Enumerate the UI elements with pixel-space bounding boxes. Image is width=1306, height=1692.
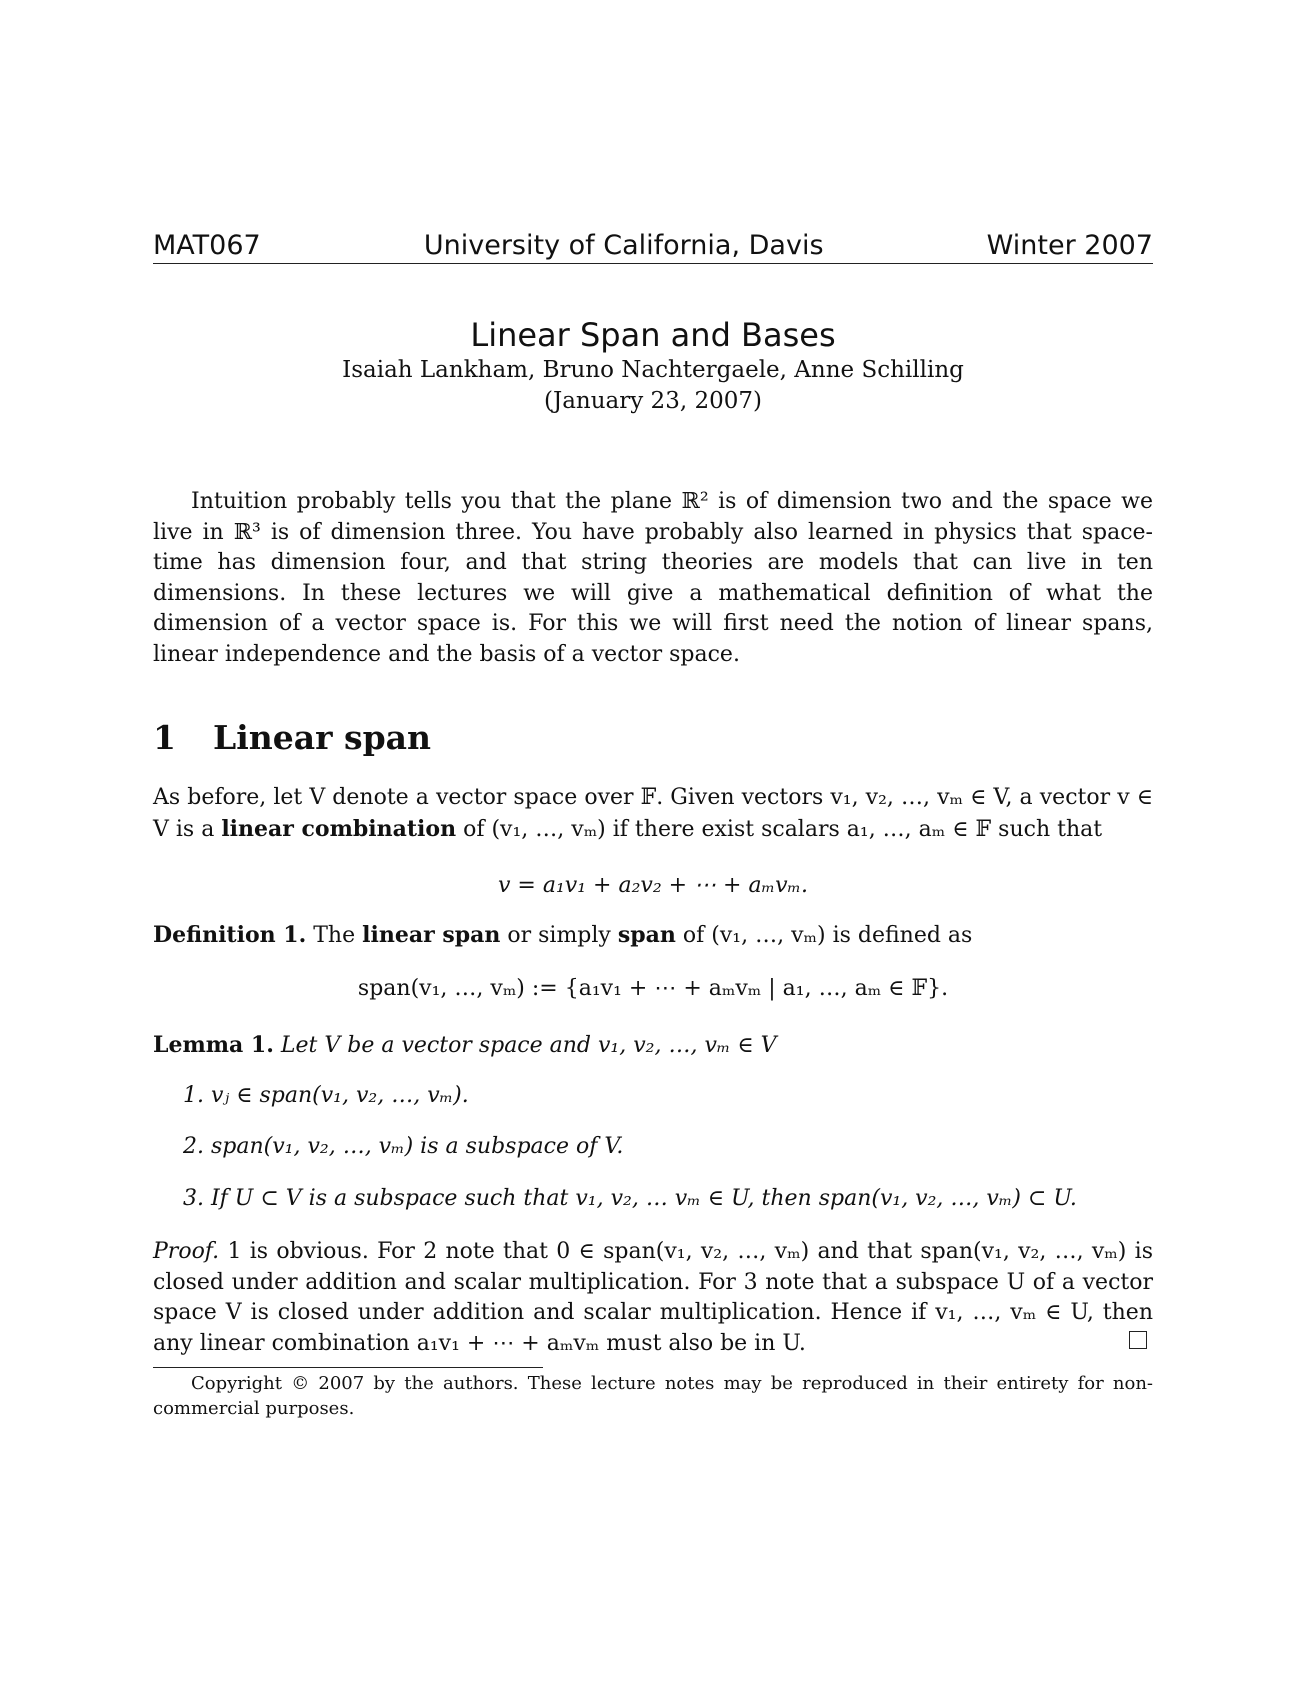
document-title: Linear Span and Bases [470, 316, 836, 354]
lc-term: linear combination [221, 815, 457, 842]
linear-combination-paragraph [153, 783, 1153, 845]
lemma-item: 3. If U ⊂ V is a subspace such that v₁, v₂, … vₘ ∈ U, then span(v₁, v₂, …, vₘ) ⊂ U. [183, 1186, 1077, 1211]
term: Winter 2007 [986, 230, 1153, 261]
lemma-item: 1. vⱼ ∈ span(v₁, v₂, …, vₘ). [183, 1083, 469, 1108]
definition-1 [153, 920, 1153, 952]
university-name: University of California, Davis [423, 230, 824, 261]
course-code: MAT067 [153, 230, 261, 261]
lc-text-after: of (v₁, …, vₘ) if there exist scalars a₁, …, aₘ ∈ 𝔽 such that [463, 816, 1103, 842]
proof-label: Proof. [153, 1239, 220, 1264]
proof [153, 1237, 1153, 1359]
intro-paragraph: Intuition probably tells you that the plane ℝ² is of dimension two and the space we live in ℝ³ is of dimension three. You have probably also learned in physics that space-time has dimension four, and that string theories are models that can live in ten dimensions. In these lectures we will give a mathematical definition of what the dimension of a vector space is. For this we will first need the notion of linear spans, linear independence and the basis of a vector space. [153, 489, 1153, 667]
footnote-rule [153, 1367, 543, 1368]
qed-square-icon [1129, 1331, 1147, 1349]
definition-text: or simply [507, 923, 611, 948]
authors: Isaiah Lankham, Bruno Nachtergaele, Anne Schilling [342, 357, 964, 383]
equation-linear-combination: v = a₁v₁ + a₂v₂ + ⋯ + aₘvₘ. [498, 873, 808, 898]
lemma-item: 2. span(v₁, v₂, …, vₘ) is a subspace of V. [183, 1134, 624, 1159]
lemma-statement: Let V be a vector space and v₁, v₂, …, vₘ ∈ V [280, 1033, 777, 1058]
definition-text: The [313, 923, 356, 948]
footnote: Copyright © 2007 by the authors. These lecture notes may be reproduced in their entirety for non-commercial purposes. [153, 1373, 1153, 1419]
lc-text-before: As before, let V denote a vector space over 𝔽. Given vectors v₁, v₂, …, vₘ ∈ V, a vector v ∈ V is a [153, 785, 1153, 842]
section-heading [153, 718, 431, 757]
definition-text: of (v₁, …, vₘ) is defined as [682, 923, 973, 948]
date: (January 23, 2007) [544, 388, 762, 414]
running-header [153, 228, 1153, 264]
equation-span-definition: span(v₁, …, vₘ) := {a₁v₁ + ⋯ + aₘvₘ | a₁, …, aₘ ∈ 𝔽}. [357, 976, 949, 1001]
lemma-label: Lemma 1. [153, 1032, 274, 1058]
lemma-1 [153, 1030, 1153, 1062]
section-title: Linear span [213, 718, 432, 757]
definition-term-span: span [617, 922, 676, 948]
definition-term-linear-span: linear span [362, 922, 501, 948]
proof-text: 1 is obvious. For 2 note that 0 ∈ span(v₁, v₂, …, vₘ) and that span(v₁, v₂, …, vₘ) is closed under addition and scalar multiplication. For 3 note that a subspace U of a vector space V is closed under addition and scalar multiplication. Hence if v₁, …, vₘ ∈ U, then any linear combination a₁v₁ + ⋯ + aₘvₘ must also be in U. [153, 1239, 1153, 1356]
section-number: 1 [153, 718, 176, 757]
definition-label: Definition 1. [153, 922, 307, 948]
